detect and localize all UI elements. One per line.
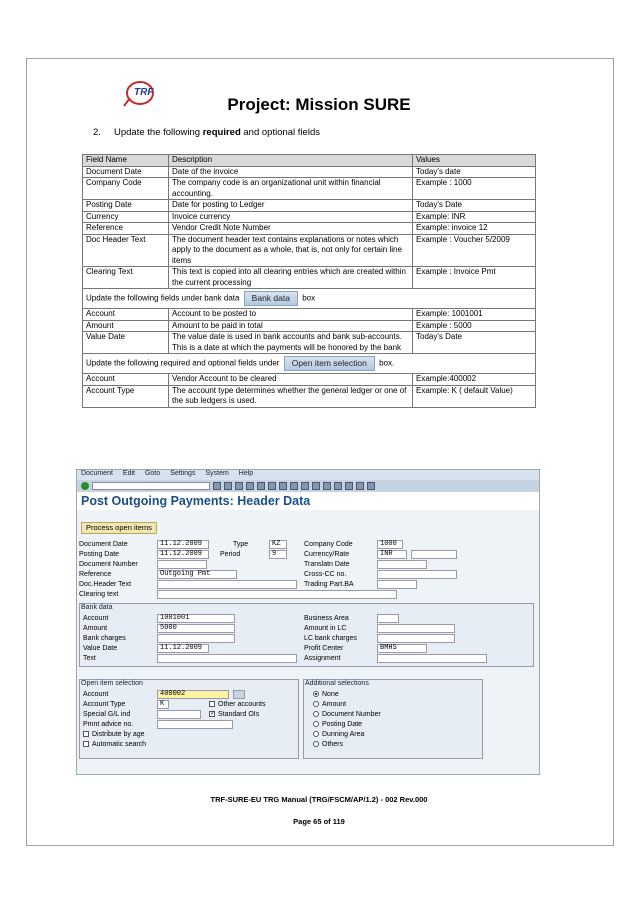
standard-ois-checkbox[interactable]: ✓ Standard OIs: [210, 711, 260, 718]
pmnt-advice-field[interactable]: [157, 720, 233, 729]
bank-data-title: Bank data: [81, 604, 113, 611]
special-gl-label: Special G/L ind: [83, 711, 131, 718]
table-cell: Example:400002: [413, 374, 536, 386]
automatic-search-checkbox[interactable]: Automatic search: [83, 741, 146, 748]
pmnt-advice-label: Pmnt advice no.: [83, 721, 134, 728]
doc-header-text-label: Doc.Header Text: [79, 581, 132, 588]
translatn-date-field[interactable]: [377, 560, 427, 569]
radio-dunning-area[interactable]: Dunning Area: [313, 731, 364, 738]
period-field[interactable]: 9: [269, 550, 287, 559]
business-area-field[interactable]: [377, 614, 399, 623]
table-header-row: [83, 155, 536, 167]
type-field[interactable]: KZ: [269, 540, 287, 549]
currency-label: Currency/Rate: [304, 551, 350, 558]
table-cell: Account Type: [83, 385, 169, 407]
footer-manual: TRF-SURE-EU TRG Manual (TRG/FSCM/AP/1.2) - 002 Rev.000: [210, 795, 428, 804]
table-cell: Amount: [83, 320, 169, 332]
exit-icon[interactable]: [235, 482, 243, 490]
value-date-field[interactable]: 11.12.2009: [157, 644, 209, 653]
menu-settings[interactable]: Settings: [170, 470, 196, 477]
trading-part-label: Trading Part.BA: [304, 581, 354, 588]
additional-selections-title: Additional selections: [305, 680, 369, 687]
translatn-date-label: Translatn Date: [304, 561, 350, 568]
prev-page-icon[interactable]: [301, 482, 309, 490]
table-note-row: [83, 354, 536, 374]
bank-account-label: Account: [83, 615, 109, 622]
table-cell: Example : Invoice Pmt: [413, 267, 536, 289]
find-icon[interactable]: [268, 482, 276, 490]
table-cell: Reference: [83, 223, 169, 235]
table-cell: The account type determines whether the general ledger or one of the sub ledgers is used.: [169, 385, 413, 407]
account-type-label: Account Type: [83, 701, 126, 708]
amount-lc-label: Amount in LC: [304, 625, 347, 632]
reference-label: Reference: [79, 571, 112, 578]
type-label: Type: [233, 541, 249, 548]
table-cell: Company Code: [83, 178, 169, 200]
table-cell: Amount to be paid in total: [169, 320, 413, 332]
table-cell: Example: INR: [413, 211, 536, 223]
last-page-icon[interactable]: [323, 482, 331, 490]
bank-charges-label: Bank charges: [83, 635, 126, 642]
profit-center-field[interactable]: BMHS: [377, 644, 427, 653]
table-cell: Date for posting to Ledger: [169, 200, 413, 212]
table-cell: This text is copied into all clearing entries which are created within the current processing: [169, 267, 413, 289]
table-cell: Example : Voucher 5/2009: [413, 234, 536, 267]
table-cell: Example : 1000: [413, 178, 536, 200]
assignment-field[interactable]: [377, 654, 487, 663]
reference-field[interactable]: Outgoing Pmt: [157, 570, 237, 579]
enter-icon[interactable]: [81, 482, 89, 490]
table-row: [83, 178, 536, 200]
text-label: Text: [83, 655, 96, 662]
table-row: [83, 385, 536, 407]
table-row: [83, 309, 536, 321]
table-cell: Currency: [83, 211, 169, 223]
bank-account-field[interactable]: 1001001: [157, 614, 235, 623]
table-cell: Example: 1001001: [413, 309, 536, 321]
table-cell: Account: [83, 374, 169, 386]
table-cell: Field Name: [83, 155, 169, 167]
table-row: [83, 320, 536, 332]
special-gl-field[interactable]: [157, 710, 201, 719]
document-number-label: Document Number: [79, 561, 138, 568]
table-cell: Clearing Text: [83, 267, 169, 289]
radio-posting-date[interactable]: Posting Date: [313, 721, 362, 728]
business-area-label: Business Area: [304, 615, 349, 622]
lc-bank-charges-field[interactable]: [377, 634, 455, 643]
next-page-icon[interactable]: [312, 482, 320, 490]
currency-field[interactable]: INR: [377, 550, 407, 559]
cancel-icon[interactable]: [246, 482, 254, 490]
first-page-icon[interactable]: [290, 482, 298, 490]
table-row: [83, 234, 536, 267]
cross-cc-label: Cross-CC no.: [304, 571, 347, 578]
document-date-label: Document Date: [79, 541, 128, 548]
profit-center-label: Profit Center: [304, 645, 344, 652]
table-cell: Example : 5000: [413, 320, 536, 332]
footer-page: Page 65 of 119: [293, 817, 345, 826]
step-instruction: 2. Update the following required and optional fields: [93, 127, 320, 138]
radio-document-number[interactable]: Document Number: [313, 711, 381, 718]
clearing-text-label: Clearing text: [79, 591, 119, 598]
radio-others[interactable]: Others: [313, 741, 343, 748]
table-cell: Account: [83, 309, 169, 321]
table-cell: Account to be posted to: [169, 309, 413, 321]
shortcut-icon[interactable]: [345, 482, 353, 490]
lc-bank-charges-label: LC bank charges: [304, 635, 357, 642]
table-row: [83, 332, 536, 354]
table-row: [83, 211, 536, 223]
table-cell: The document header text contains explanations or notes which apply to the document as a whole, that is, not only for certain line items: [169, 234, 413, 267]
table-cell: Values: [413, 155, 536, 167]
table-cell: Example: invoice 12: [413, 223, 536, 235]
amount-label: Amount: [83, 625, 108, 632]
posting-date-field[interactable]: 11.12.2009: [157, 550, 209, 559]
document-date-field[interactable]: 11.12.2009: [157, 540, 209, 549]
menu-document[interactable]: Document: [81, 470, 113, 477]
menu-help[interactable]: Help: [238, 470, 254, 477]
table-cell: Today's Date: [413, 332, 536, 354]
text-field[interactable]: [157, 654, 297, 663]
open-item-selection-title: Open item selection: [81, 680, 143, 687]
table-row: [83, 374, 536, 386]
doc-header-text-field[interactable]: [157, 580, 297, 589]
trading-part-field[interactable]: [377, 580, 417, 589]
document-number-field[interactable]: [157, 560, 207, 569]
table-cell: Date of the invoice: [169, 166, 413, 178]
other-accounts-checkbox[interactable]: Other accounts: [209, 701, 265, 708]
table-row: [83, 267, 536, 289]
table-cell: Example: K ( default Value): [413, 385, 536, 407]
table-cell: The value date is used in bank accounts and bank sub-accounts. This is a date at which the payments will be honored by the bank: [169, 332, 413, 354]
page-title: Project: Mission SURE: [227, 95, 411, 114]
table-cell: Vendor Credit Note Number: [169, 223, 413, 235]
value-date-label: Value Date: [83, 645, 118, 652]
rate-field[interactable]: [411, 550, 457, 559]
section-button-image: Open item selection: [284, 356, 375, 371]
save-icon[interactable]: [213, 482, 221, 490]
period-label: Period: [220, 551, 241, 558]
logo-text: TRF: [134, 87, 154, 98]
search-help-icon[interactable]: [233, 690, 245, 699]
table-note: Update the following required and optional fields under Open item selection box.: [83, 354, 536, 374]
table-cell: Today's date: [413, 166, 536, 178]
radio-none[interactable]: None: [313, 691, 339, 698]
print-icon[interactable]: [257, 482, 265, 490]
bank-charges-field[interactable]: [157, 634, 235, 643]
company-code-field[interactable]: 1000: [377, 540, 403, 549]
table-note-row: [83, 289, 536, 309]
cross-cc-field[interactable]: [377, 570, 457, 579]
sap-screen-title: Post Outgoing Payments: Header Data: [77, 492, 539, 510]
table-cell: Doc Header Text: [83, 234, 169, 267]
distribute-by-age-checkbox[interactable]: Distribute by age: [83, 731, 145, 738]
table-cell: The company code is an organizational unit within financial accounting.: [169, 178, 413, 200]
section-button-image: Bank data: [244, 291, 298, 306]
assignment-label: Assignment: [304, 655, 341, 662]
fields-table: [82, 154, 536, 408]
open-account-label: Account: [83, 691, 109, 698]
table-cell: Today's Date: [413, 200, 536, 212]
sap-screenshot: [76, 469, 540, 775]
open-account-field[interactable]: 400002: [157, 690, 229, 699]
layout-icon[interactable]: [367, 482, 375, 490]
posting-date-label: Posting Date: [79, 551, 120, 558]
amount-lc-field[interactable]: [377, 624, 455, 633]
table-row: [83, 200, 536, 212]
company-code-label: Company Code: [304, 541, 353, 548]
process-open-items-button[interactable]: Process open items: [81, 522, 157, 534]
command-field[interactable]: [92, 482, 210, 490]
table-cell: Vendor Account to be cleared: [169, 374, 413, 386]
menu-edit[interactable]: Edit: [122, 470, 135, 477]
sap-toolbar: [77, 480, 539, 492]
find-next-icon[interactable]: [279, 482, 287, 490]
table-note: Update the following fields under bank data Bank data box: [83, 289, 536, 309]
help-icon[interactable]: [356, 482, 364, 490]
clearing-text-field[interactable]: [157, 590, 397, 599]
table-row: [83, 223, 536, 235]
menu-system[interactable]: System: [205, 470, 229, 477]
radio-amount[interactable]: Amount: [313, 701, 346, 708]
back-icon[interactable]: [224, 482, 232, 490]
menu-goto[interactable]: Goto: [144, 470, 161, 477]
table-cell: Document Date: [83, 166, 169, 178]
new-session-icon[interactable]: [334, 482, 342, 490]
account-type-field[interactable]: K: [157, 700, 169, 709]
amount-field[interactable]: 5000: [157, 624, 235, 633]
table-cell: Description: [169, 155, 413, 167]
sap-menubar: [77, 470, 539, 480]
table-row: [83, 166, 536, 178]
table-cell: Posting Date: [83, 200, 169, 212]
table-cell: Invoice currency: [169, 211, 413, 223]
table-cell: Value Date: [83, 332, 169, 354]
